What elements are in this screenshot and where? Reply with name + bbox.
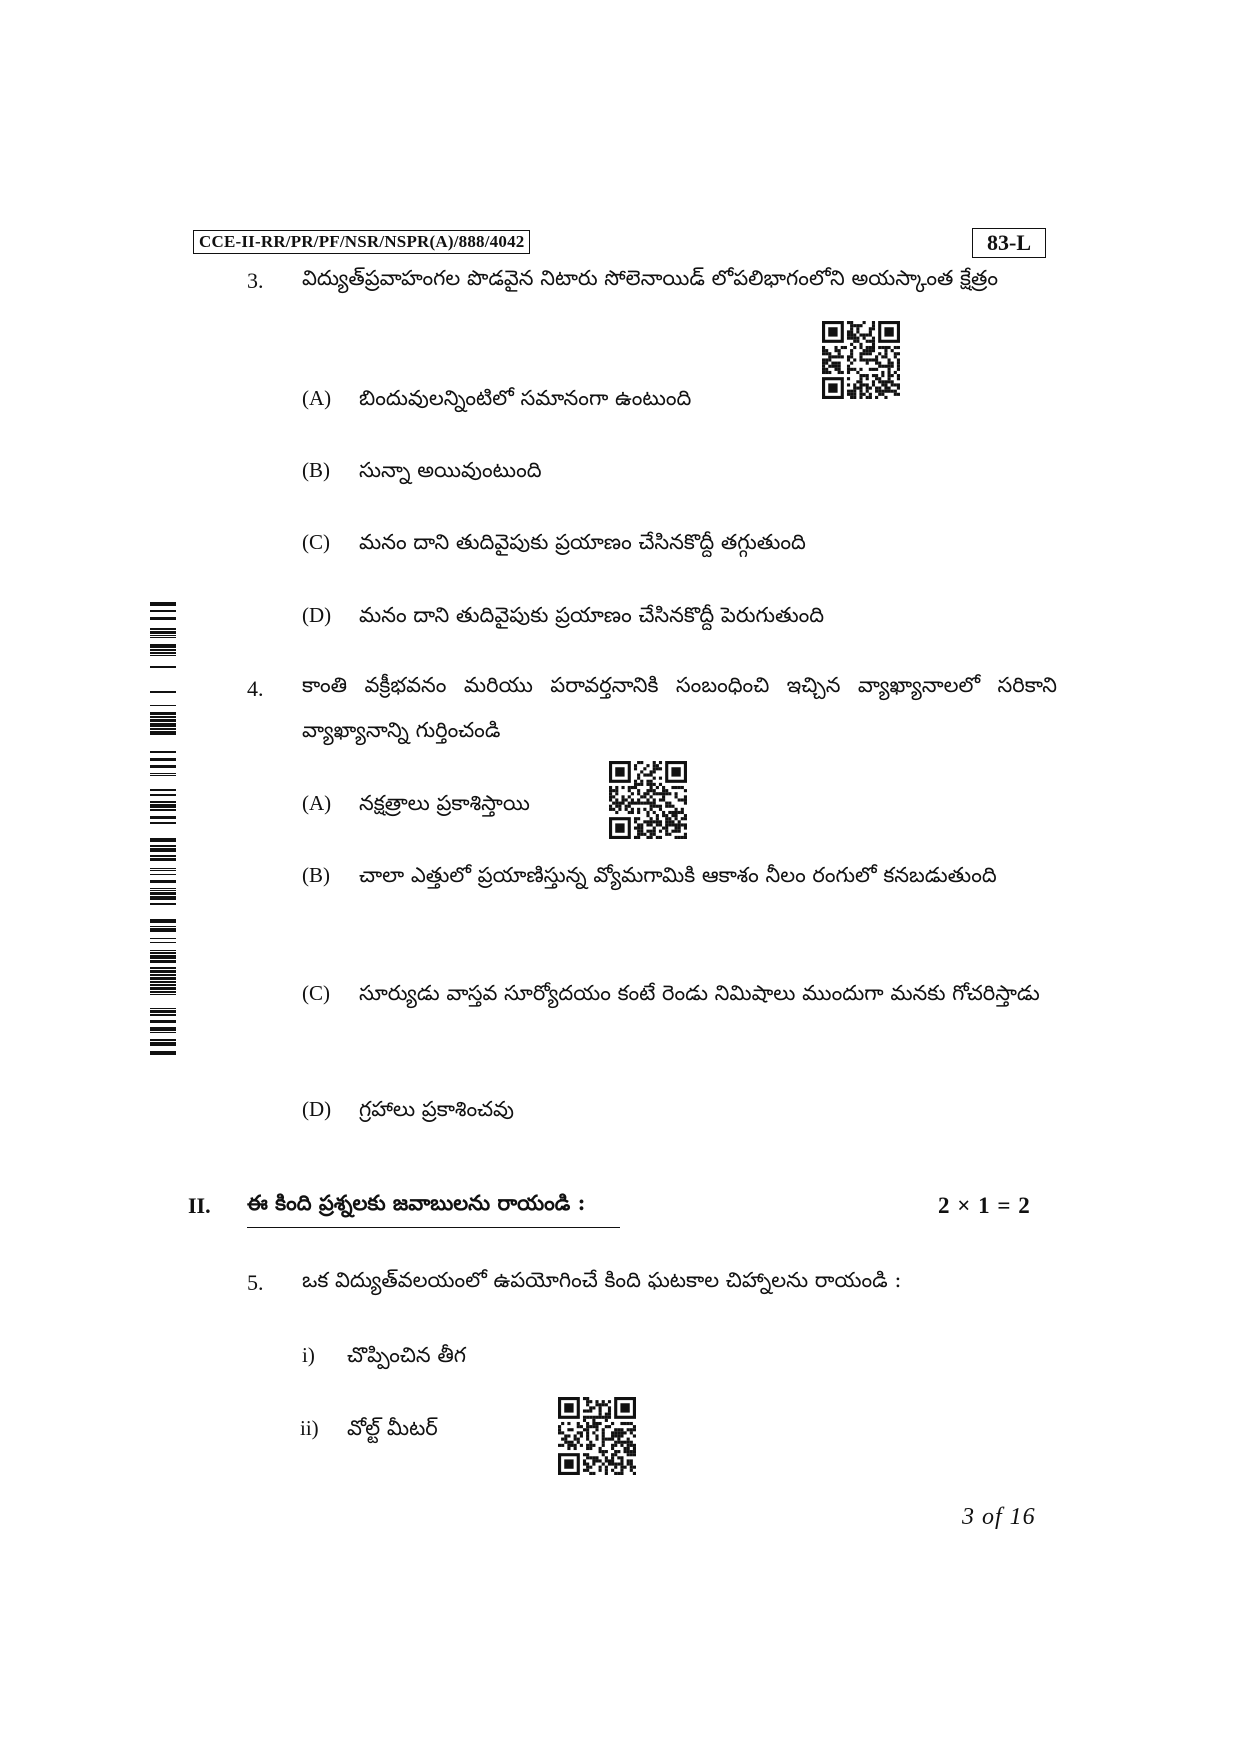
q4-option-c-label: (C)	[302, 981, 330, 1005]
question-3-number: 3.	[247, 268, 264, 293]
question-4-number: 4.	[247, 676, 264, 701]
q3-option-c-text: మనం దాని తుదివైపుకు ప్రయాణం చేసినకొద్దీ తగ్గుతుంది	[359, 530, 806, 554]
q4-option-d-text: గ్రహాలు ప్రకాశించవు	[359, 1097, 515, 1121]
q3-option-a-text: బిందువులన్నింటిలో సమానంగా ఉంటుంది	[359, 386, 692, 410]
q3-option-a-label: (A)	[302, 386, 332, 410]
paper-number-badge: 83-L	[972, 228, 1046, 258]
page-number: 3 of 16	[962, 1504, 1036, 1530]
q3-option-d-label: (D)	[302, 603, 332, 627]
question-5-text: ఒక విద్యుత్‌వలయంలో ఉపయోగించే కింది ఘటకాల చిహ్నాలను రాయండి :	[302, 1268, 902, 1292]
q5-item-2-text: వోల్ట్ మీటర్	[347, 1416, 438, 1440]
question-paper-code: CCE-II-RR/PR/PF/NSR/NSPR(A)/888/4042	[193, 230, 530, 254]
q4-option-a-text: నక్షత్రాలు ప్రకాశిస్తాయి	[359, 791, 530, 815]
question-4-text: కాంతి వక్రీభవనం మరియు పరావర్తనానికి సంబంధించి ఇచ్చిన వ్యాఖ్యానాలలో సరికాని వ్యాఖ్యానాన్ని గుర్తించండి	[302, 673, 1057, 742]
section-2-marks: 2 × 1 = 2	[938, 1193, 1031, 1218]
q4-option-b-label: (B)	[302, 863, 330, 887]
qr-code-image	[558, 1397, 636, 1475]
section-2-numeral: II.	[188, 1193, 211, 1218]
q3-option-b-text: సున్నా అయివుంటుంది	[359, 458, 542, 482]
barcode-image	[150, 598, 176, 1063]
question-3-text: విద్యుత్‌ప్రవాహంగల పొడవైన నిటారు సోలెనాయిడ్ లోపలిభాగంలోని అయస్కాంత క్షేత్రం	[302, 266, 999, 290]
q5-item-1-text: చొప్పించిన తీగ	[347, 1343, 467, 1367]
q4-option-c-text: సూర్యుడు వాస్తవ సూర్యోదయం కంటే రెండు నిమిషాలు ముందుగా మనకు గోచరిస్తాడు	[359, 981, 1040, 1005]
q5-item-2-label: ii)	[300, 1416, 319, 1440]
section-2-title: ఈ కింది ప్రశ్నలకు జవాబులను రాయండి :	[247, 1190, 620, 1228]
q3-option-b-label: (B)	[302, 458, 330, 482]
q4-option-a-label: (A)	[302, 791, 332, 815]
qr-code-image	[609, 761, 687, 839]
question-5-number: 5.	[247, 1270, 264, 1295]
q3-option-d-text: మనం దాని తుదివైపుకు ప్రయాణం చేసినకొద్దీ పెరుగుతుంది	[359, 603, 825, 627]
q4-option-d-label: (D)	[302, 1097, 332, 1121]
q4-option-b-text: చాలా ఎత్తులో ప్రయాణిస్తున్న వ్యోమగామికి ఆకాశం నీలం రంగులో కనబడుతుంది	[359, 863, 997, 887]
q5-item-1-label: i)	[302, 1343, 315, 1367]
q3-option-c-label: (C)	[302, 530, 330, 554]
